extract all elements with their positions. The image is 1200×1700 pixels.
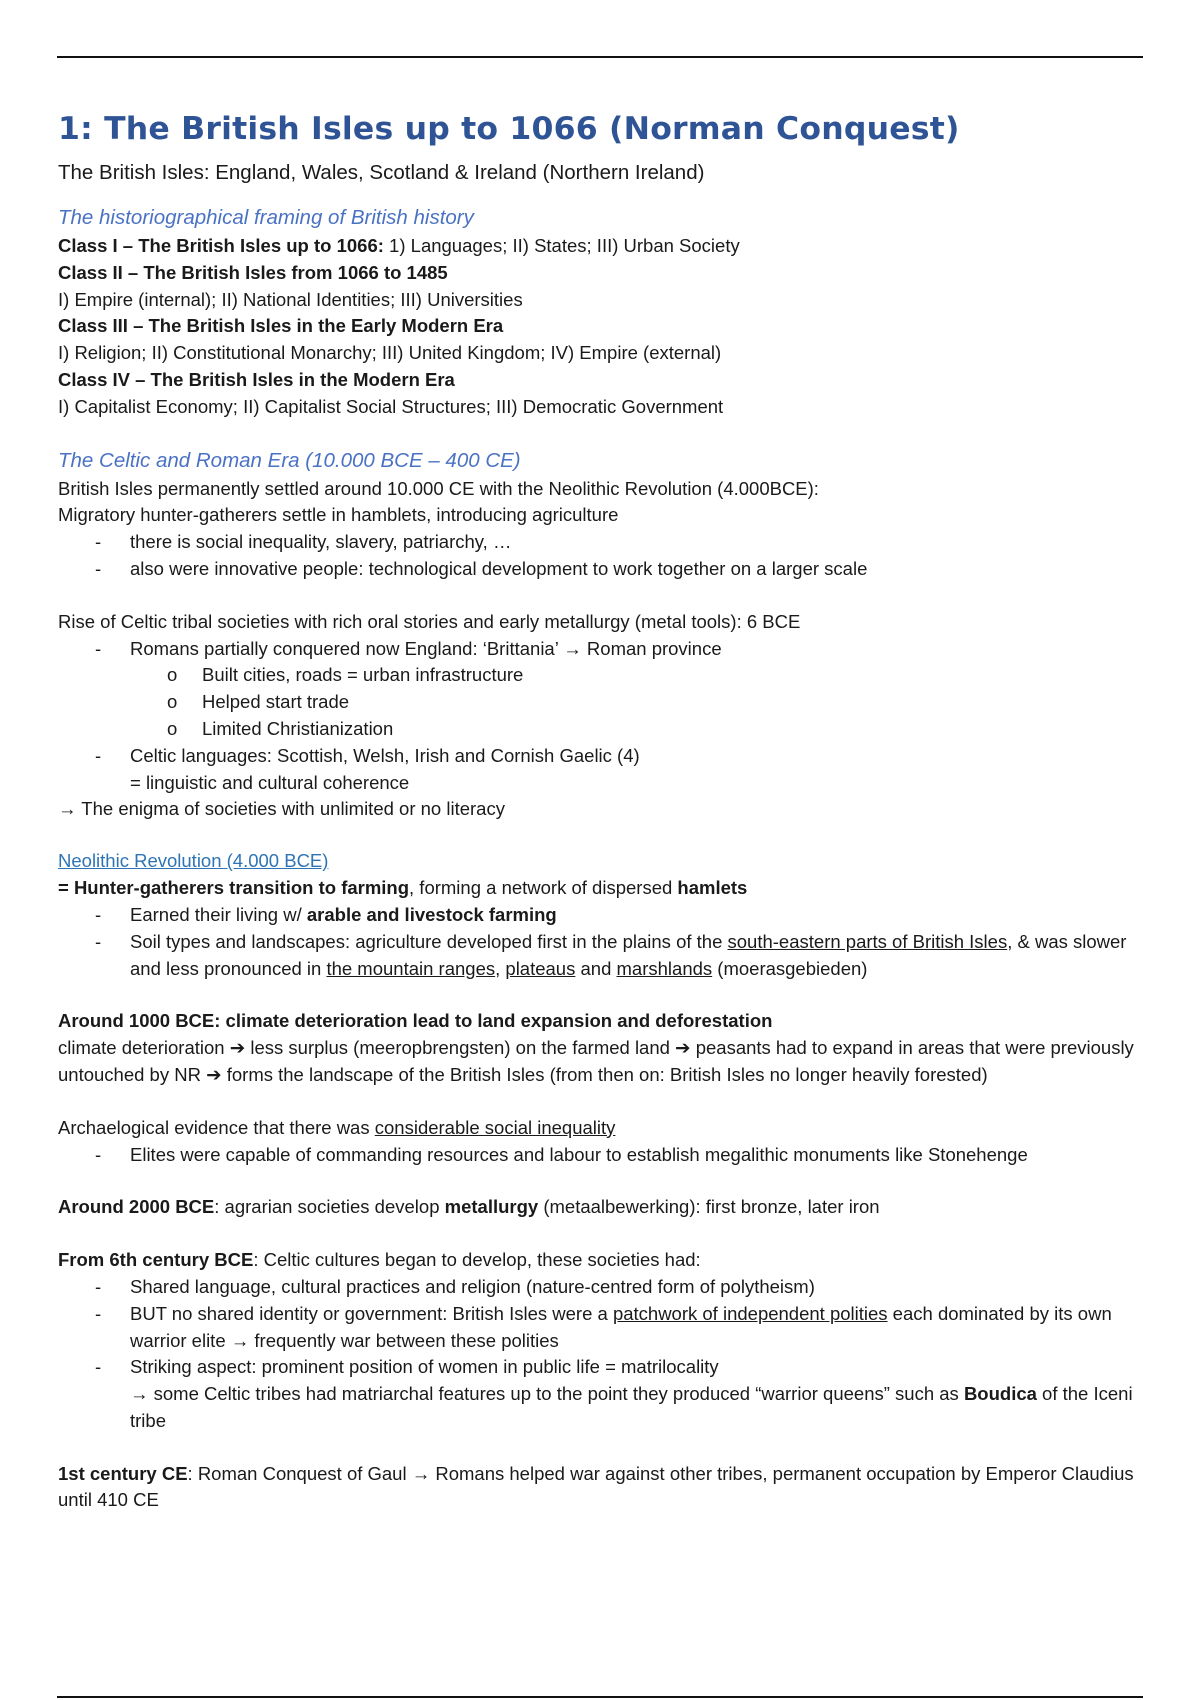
list-item: o Helped start trade (202, 689, 1148, 716)
list-item: - BUT no shared identity or government: British Isles were a patchwork of independent polities each dominated by its own warrior elite → frequently war between these polities (130, 1301, 1148, 1355)
framing-section (58, 202, 1148, 421)
framing-heading: The historiographical framing of British history (58, 206, 474, 229)
climate-section (58, 1008, 1148, 1088)
list-item: - Earned their living w/ arable and livestock farming (130, 902, 1148, 929)
roman-conquest-paragraph: 1st century CE: Roman Conquest of Gaul → Romans helped war against other tribes, permanent occupation by Emperor Claudius until 410 CE (58, 1462, 1134, 1511)
class-4-topics: I) Capitalist Economy; II) Capitalist Social Structures; III) Democratic Government (58, 395, 724, 417)
climate-heading: Around 1000 BCE: climate deterioration lead to land expansion and deforestation (58, 1010, 773, 1032)
celtic-list-1 (58, 529, 1148, 583)
list-item: - there is social inequality, slavery, patriarchy, … (130, 529, 1148, 556)
celtic-cultures-list (58, 1274, 1148, 1435)
neolithic-list (58, 902, 1148, 982)
list-item: - Romans partially conquered now England: ‘Brittania’ → Roman province o Built cities, roads = urban infrastructure o Helped start trade o Limited Christianization (130, 636, 1148, 743)
top-rule (57, 56, 1143, 58)
celtic-para-2: Migratory hunter-gatherers settle in hamblets, introducing agriculture (58, 504, 619, 526)
class-1-line (58, 233, 1148, 260)
class-4-title: Class IV – The British Isles in the Modern Era (58, 368, 455, 390)
list-item: - Soil types and landscapes: agriculture developed first in the plains of the south-eastern parts of British Isles, & was slower and less pronounced in the mountain ranges, plateaus and marshlands (moerasgebieden) (130, 929, 1148, 983)
bottom-rule (57, 1696, 1143, 1698)
celtic-para-3: Rise of Celtic tribal societies with rich oral stories and early metallurgy (metal tools): 6 BCE (58, 610, 801, 632)
list-item: o Built cities, roads = urban infrastructure (202, 662, 1148, 689)
class-1-topics: 1) Languages; II) States; III) Urban Society (383, 235, 740, 256)
climate-paragraph: climate deterioration ➔ less surplus (meeropbrengsten) on the farmed land ➔ peasants had to expand in areas that were previously untouched by NR ➔ forms the landscape of the British Isles (from then on: British Isles no longer heavily forested) (58, 1037, 1134, 1085)
page-subtitle: The British Isles: England, Wales, Scotland & Ireland (Northern Ireland) (58, 161, 705, 184)
list-item: - Striking aspect: prominent position of women in public life = matrilocality → some Celtic tribes had matriarchal features up to the point they produced “warrior queens” such as Boudica of the Iceni tribe (130, 1354, 1148, 1434)
list-item: - also were innovative people: technological development to work together on a larger scale (130, 556, 1148, 583)
class-1-title: Class I – The British Isles up to 1066: (58, 235, 384, 256)
roman-sublist (130, 662, 1148, 742)
neolithic-definition: = Hunter-gatherers transition to farming, forming a network of dispersed hamlets (58, 877, 748, 899)
celtic-para-4: → The enigma of societies with unlimited or no literacy (58, 798, 505, 820)
archaeology-paragraph: Archaelogical evidence that there was considerable social inequality (58, 1116, 616, 1138)
neolithic-heading: Neolithic Revolution (4.000 BCE) (58, 850, 329, 872)
neolithic-section (58, 847, 1148, 982)
celtic-cultures-intro: From 6th century BCE: Celtic cultures began to develop, these societies had: (58, 1249, 701, 1271)
class-3-topics: I) Religion; II) Constitutional Monarchy; III) United Kingdom; IV) Empire (external) (58, 342, 722, 364)
metallurgy-paragraph: Around 2000 BCE: agrarian societies develop metallurgy (metaalbewerking): first bronze, later iron (58, 1196, 880, 1218)
celtic-roman-section (58, 445, 1148, 824)
celtic-list-2 (58, 636, 1148, 797)
archaeology-section (58, 1115, 1148, 1169)
archaeology-list (58, 1142, 1148, 1169)
list-item: - Elites were capable of commanding resources and labour to establish megalithic monuments like Stonehenge (130, 1142, 1148, 1169)
class-2-title: Class II – The British Isles from 1066 to 1485 (58, 261, 448, 283)
celtic-heading: The Celtic and Roman Era (10.000 BCE – 400 CE) (58, 448, 521, 472)
class-2-topics: I) Empire (internal); II) National Identities; III) Universities (58, 288, 523, 310)
document-page (58, 100, 1148, 1514)
list-item: o Limited Christianization (202, 716, 1148, 743)
list-item: - Celtic languages: Scottish, Welsh, Irish and Cornish Gaelic (4) = linguistic and cultural coherence (130, 743, 1148, 797)
page-title: 1: The British Isles up to 1066 (Norman Conquest) (58, 111, 960, 147)
celtic-cultures-section (58, 1247, 1148, 1435)
class-3-title: Class III – The British Isles in the Early Modern Era (58, 315, 504, 337)
list-item: - Shared language, cultural practices and religion (nature-centred form of polytheism) (130, 1274, 1148, 1301)
celtic-para-1: British Isles permanently settled around 10.000 CE with the Neolithic Revolution (4.000BCE): (58, 477, 819, 499)
